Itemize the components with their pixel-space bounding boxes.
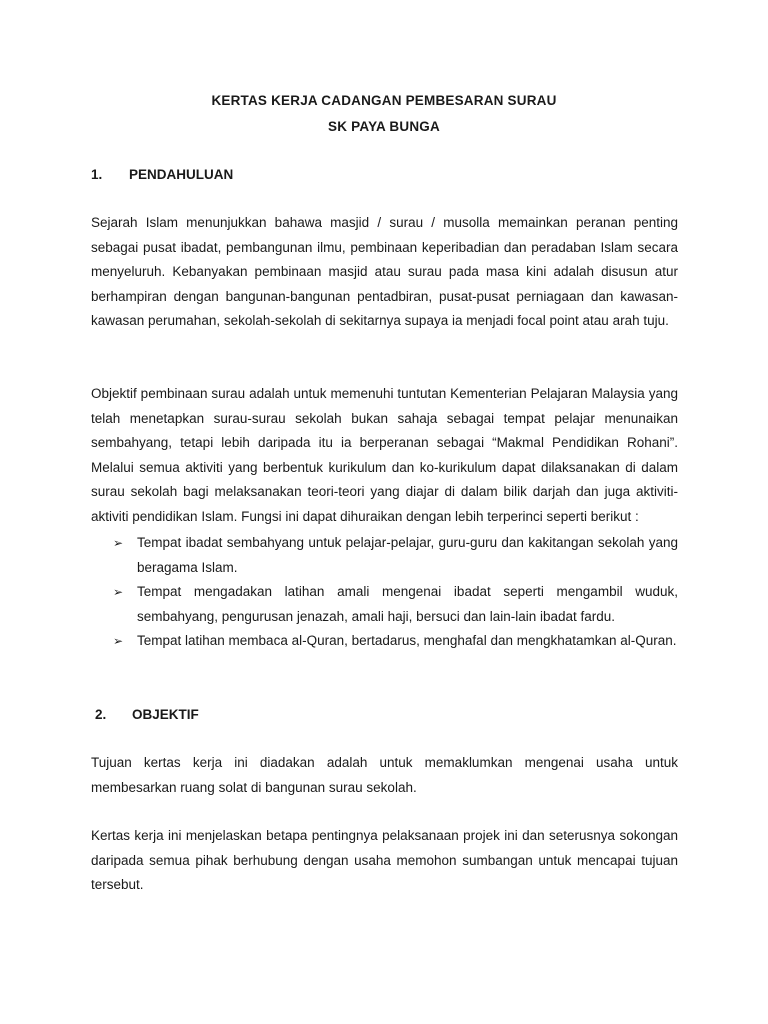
bullet-text: Tempat mengadakan latihan amali mengenai ibadat seperti mengambil wuduk, sembahyang, pengurusan jenazah, amali haji, bersuci dan lain-lain ibadat fardu. bbox=[137, 584, 678, 624]
bullet-item bbox=[91, 629, 678, 654]
paragraph: Kertas kerja ini menjelaskan betapa pentingnya pelaksanaan projek ini dan seterusnya sokongan daripada semua pihak berhubung dengan usaha memohon sumbangan untuk mencapai tujuan tersebut. bbox=[91, 828, 678, 893]
document-title: KERTAS KERJA CADANGAN PEMBESARAN SURAU bbox=[211, 93, 557, 108]
bullet-text: Tempat ibadat sembahyang untuk pelajar-pelajar, guru-guru dan kakitangan sekolah yang beragama Islam. bbox=[137, 535, 678, 575]
section-number: 2. bbox=[95, 707, 107, 722]
bullet-list bbox=[91, 531, 678, 654]
bullet-item bbox=[91, 531, 678, 580]
document-subtitle: SK PAYA BUNGA bbox=[328, 119, 440, 134]
section-number: 1. bbox=[91, 167, 103, 182]
section-title: OBJEKTIF bbox=[132, 707, 199, 722]
arrow-bullet-icon: ➢ bbox=[113, 536, 124, 550]
paragraph: Tujuan kertas kerja ini diadakan adalah untuk memaklumkan mengenai usaha untuk membesarkan ruang solat di bangunan surau sekolah. bbox=[91, 755, 678, 795]
section-title: PENDAHULUAN bbox=[129, 167, 234, 182]
paragraph: Sejarah Islam menunjukkan bahawa masjid / surau / musolla memainkan peranan penting sebagai pusat ibadat, pembangunan ilmu, pembinaan keperibadian dan peradaban Islam secara menyeluruh. Kebanyakan pembinaan masjid atau surau pada masa kini adalah disusun atur berhampiran dengan bangunan-bangunan pentadbiran, pusat-pusat perniagaan dan kawasan-kawasan perumahan, sekolah-sekolah di sekitarnya supaya ia menjadi focal point atau arah tuju. bbox=[91, 215, 678, 329]
paragraph: Objektif pembinaan surau adalah untuk memenuhi tuntutan Kementerian Pelajaran Malaysia yang telah menetapkan surau-surau sekolah bukan sahaja sebagai tempat pelajar menunaikan sembahyang, tetapi lebih daripada itu ia berperanan sebagai “Makmal Pendidikan Rohani”. Melalui semua aktiviti yang berbentuk kurikulum dan ko-kurikulum dapat dilaksanakan di dalam surau sekolah bagi melaksanakan teori-teori yang diajar di dalam bilik darjah dan juga aktiviti-aktiviti pendidikan Islam. Fungsi ini dapat dihuraikan dengan lebih terperinci seperti berikut : bbox=[91, 386, 678, 524]
bullet-text: Tempat latihan membaca al-Quran, bertadarus, menghafal dan mengkhatamkan al-Quran. bbox=[137, 633, 677, 649]
arrow-bullet-icon: ➢ bbox=[113, 634, 124, 649]
bullet-item bbox=[91, 580, 678, 629]
arrow-bullet-icon: ➢ bbox=[113, 585, 124, 600]
